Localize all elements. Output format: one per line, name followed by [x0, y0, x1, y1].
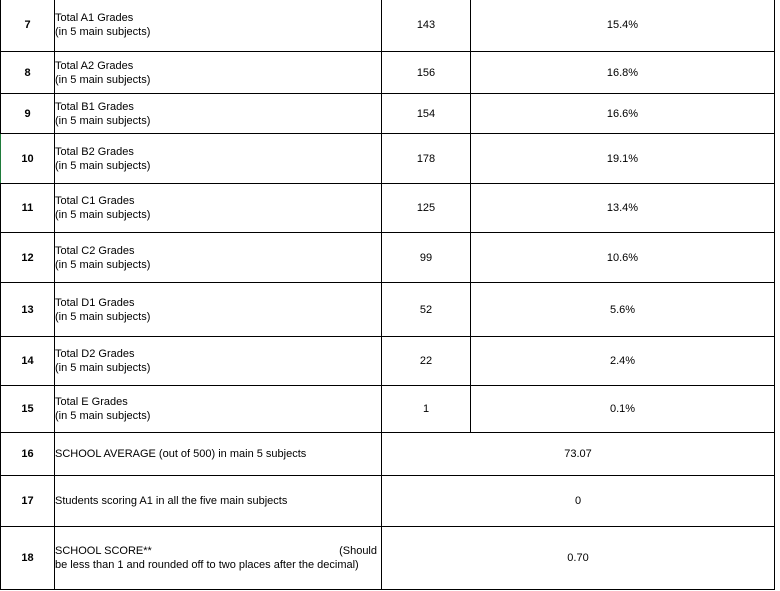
row-description — [55, 94, 382, 134]
description-line: Total C2 Grades — [55, 244, 135, 257]
all-a1-students-value: 0 — [382, 476, 775, 527]
grade-count: 22 — [382, 337, 471, 386]
description-line: Total B2 Grades — [55, 145, 134, 158]
row-number: 9 — [1, 94, 55, 134]
school-score-label: SCHOOL SCORE** — [55, 545, 152, 557]
row-number: 17 — [1, 476, 55, 527]
grade-percent: 13.4% — [471, 184, 775, 233]
table-row — [1, 283, 775, 337]
description-subline: (in 5 main subjects) — [55, 114, 151, 127]
description-line: Total A2 Grades — [55, 59, 134, 72]
row-description: SCHOOL AVERAGE (out of 500) in main 5 subjects — [55, 433, 382, 476]
row-description — [55, 283, 382, 337]
school-score-note-start: (Should — [339, 545, 377, 557]
row-description — [55, 184, 382, 233]
grade-percent: 16.6% — [471, 94, 775, 134]
grade-percent: 15.4% — [471, 0, 775, 52]
description-subline: (in 5 main subjects) — [55, 73, 151, 86]
table-row — [1, 0, 775, 52]
description-subline: (in 5 main subjects) — [55, 410, 151, 422]
grade-count: 178 — [382, 134, 471, 184]
table-row — [1, 527, 775, 590]
grade-count: 154 — [382, 94, 471, 134]
table-row — [1, 337, 775, 386]
school-score-line — [55, 544, 381, 558]
grade-percent: 5.6% — [471, 283, 775, 337]
grade-percent: 19.1% — [471, 134, 775, 184]
description-subline: (in 5 main subjects) — [55, 310, 151, 323]
row-description — [55, 386, 382, 433]
row-number: 13 — [1, 283, 55, 337]
row-description — [55, 233, 382, 283]
description-line: Total D2 Grades — [55, 348, 135, 360]
description-line: Total C1 Grades — [55, 195, 135, 207]
school-score-note: be less than 1 and rounded off to two places after the decimal) — [55, 559, 359, 571]
description-subline: (in 5 main subjects) — [55, 209, 151, 221]
school-score-description — [55, 527, 382, 590]
row-description — [55, 134, 382, 184]
row-number: 12 — [1, 233, 55, 283]
table-row — [1, 134, 775, 184]
table-row — [1, 52, 775, 94]
row-number: 15 — [1, 386, 55, 433]
description-line: Total A1 Grades — [55, 12, 134, 24]
row-number: 7 — [1, 0, 55, 52]
row-number: 14 — [1, 337, 55, 386]
grade-count: 143 — [382, 0, 471, 52]
grade-count: 125 — [382, 184, 471, 233]
row-number: 8 — [1, 52, 55, 94]
row-description — [55, 52, 382, 94]
grade-percent: 10.6% — [471, 233, 775, 283]
grade-count: 52 — [382, 283, 471, 337]
description-line: Total D1 Grades — [55, 296, 135, 309]
row-number: 10 — [1, 134, 55, 184]
description-subline: (in 5 main subjects) — [55, 258, 151, 271]
grade-count: 99 — [382, 233, 471, 283]
table-row — [1, 184, 775, 233]
row-number: 11 — [1, 184, 55, 233]
description-subline: (in 5 main subjects) — [55, 26, 151, 38]
school-score-value: 0.70 — [382, 527, 775, 590]
table-row — [1, 233, 775, 283]
description-subline: (in 5 main subjects) — [55, 362, 151, 374]
description-subline: (in 5 main subjects) — [55, 159, 151, 172]
row-number: 18 — [1, 527, 55, 590]
grade-count: 1 — [382, 386, 471, 433]
description-line: Total E Grades — [55, 396, 128, 408]
description-line: Total B1 Grades — [55, 100, 134, 113]
row-description: Students scoring A1 in all the five main subjects — [55, 476, 382, 527]
grade-count: 156 — [382, 52, 471, 94]
row-description — [55, 337, 382, 386]
table-row — [1, 433, 775, 476]
grade-percent: 16.8% — [471, 52, 775, 94]
grade-percent: 2.4% — [471, 337, 775, 386]
row-description — [55, 0, 382, 52]
table-row — [1, 386, 775, 433]
grade-percent: 0.1% — [471, 386, 775, 433]
table-row — [1, 94, 775, 134]
school-average-value: 73.07 — [382, 433, 775, 476]
table-row — [1, 476, 775, 527]
row-number: 16 — [1, 433, 55, 476]
